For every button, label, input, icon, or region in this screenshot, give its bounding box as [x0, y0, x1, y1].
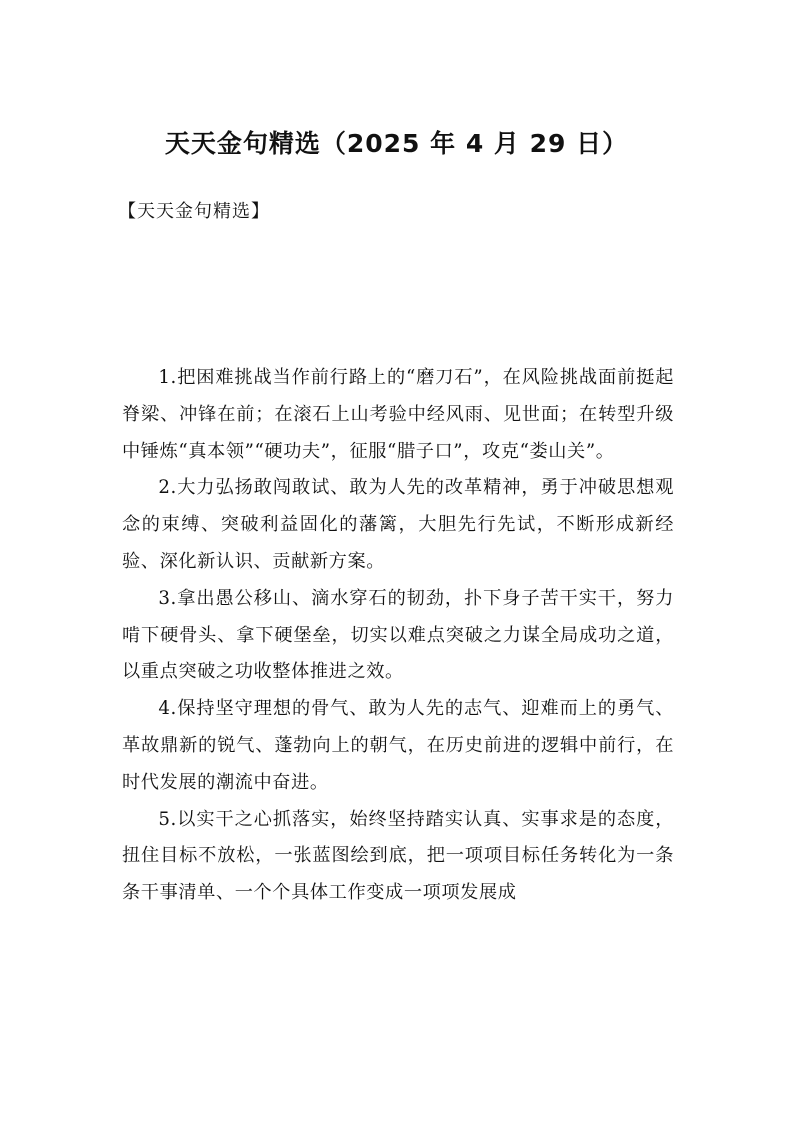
paragraph-4: 4.保持坚守理想的骨气、敢为人先的志气、迎难而上的勇气、革故鼎新的锐气、蓬勃向上的朝气，在历史前进的逻辑中前行，在时代发展的潮流中奋进。 [122, 698, 674, 793]
paragraph-3: 3.拿出愚公移山、滴水穿石的韧劲，扑下身子苦干实干，努力啃下硬骨头、拿下硬堡垒，切实以难点突破之力谋全局成功之道，以重点突破之功收整体推进之效。 [122, 587, 674, 683]
document-body [122, 360, 674, 912]
paragraph-5: 5.以实干之心抓落实，始终坚持踏实认真、实事求是的态度，扭住目标不放松，一张蓝图绘到底，把一项项目标任务转化为一条条干事清单、一个个具体工作变成一项项发展成 [122, 808, 674, 904]
section-label: 【天天金句精选】 [118, 201, 270, 222]
document-title: 天天金句精选（2025 年 4 月 29 日） [164, 129, 629, 158]
paragraph-2: 2.大力弘扬敢闯敢试、敢为人先的改革精神，勇于冲破思想观念的束缚、突破利益固化的藩篱，大胆先行先试，不断形成新经验、深化新认识、贡献新方案。 [122, 477, 674, 572]
paragraph-1: 1.把困难挑战当作前行路上的“磨刀石”，在风险挑战面前挺起脊梁、冲锋在前；在滚石上山考验中经风雨、见世面；在转型升级中锤炼“真本领”“硬功夫”，征服“腊子口”，攻克“娄山关”。 [122, 367, 674, 462]
